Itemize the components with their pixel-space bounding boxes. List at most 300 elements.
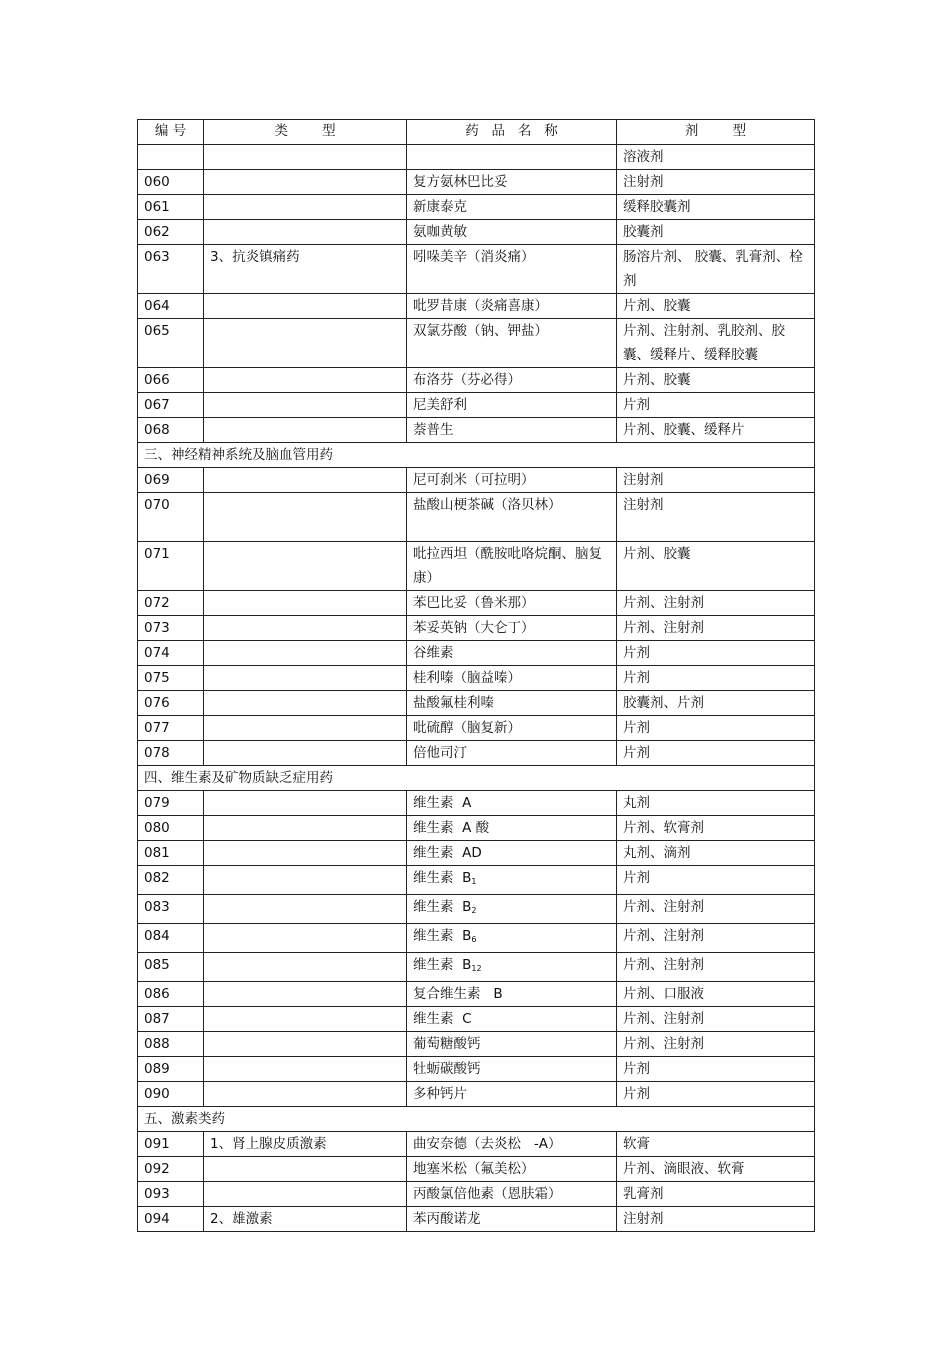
cell-dosage-form (617, 1182, 815, 1207)
cell-number (138, 641, 204, 666)
cell-drug-name-text: 复合维生素 B (413, 986, 503, 1002)
cell-dosage-form-text: 片剂、胶囊 (623, 546, 691, 562)
cell-number-text: 068 (144, 422, 170, 438)
table-row (138, 641, 815, 666)
cell-drug-name-text: 吡罗昔康（炎痛喜康） (413, 298, 548, 314)
cell-dosage-form (617, 145, 815, 170)
table-row (138, 319, 815, 368)
table-row (138, 741, 815, 766)
cell-number-text: 092 (144, 1161, 170, 1177)
cell-drug-name-text: 维生素 C (413, 1011, 472, 1027)
cell-number-text: 072 (144, 595, 170, 611)
cell-drug-name-text: 萘普生 (413, 422, 454, 438)
cell-type (204, 1132, 407, 1157)
cell-type (204, 393, 407, 418)
cell-drug-name-text: 苯妥英钠（大仑丁） (413, 620, 535, 636)
cell-number-text: 071 (144, 546, 170, 562)
table-row (138, 1082, 815, 1107)
cell-dosage-form-text: 片剂 (623, 745, 650, 761)
cell-number (138, 1182, 204, 1207)
cell-drug-name-text: 葡萄糖酸钙 (413, 1036, 481, 1052)
cell-drug-name (407, 1082, 617, 1107)
cell-dosage-form-text: 片剂 (623, 645, 650, 661)
cell-type-text: 3、抗炎镇痛药 (210, 249, 300, 265)
cell-dosage-form-text: 注射剂 (623, 174, 664, 190)
cell-number (138, 1057, 204, 1082)
cell-number (138, 1132, 204, 1157)
cell-dosage-form-text: 片剂、注射剂 (623, 595, 704, 611)
cell-dosage-form-text: 片剂、注射剂 (623, 957, 704, 973)
section-heading: 三、神经精神系统及脑血管用药 (138, 443, 815, 468)
cell-type (204, 616, 407, 641)
cell-drug-name-text: 维生素 B (413, 928, 472, 944)
cell-number-text: 081 (144, 845, 170, 861)
cell-drug-name-text: 谷维素 (413, 645, 454, 661)
table-row (138, 145, 815, 170)
cell-drug-name (407, 1032, 617, 1057)
cell-number (138, 1207, 204, 1232)
cell-type (204, 368, 407, 393)
cell-drug-name (407, 953, 617, 982)
cell-drug-name-text: 尼可刹米（可拉明） (413, 472, 535, 488)
cell-number-text: 079 (144, 795, 170, 811)
cell-number-text: 076 (144, 695, 170, 711)
cell-drug-name (407, 741, 617, 766)
cell-dosage-form (617, 791, 815, 816)
cell-drug-name-text: 复方氨林巴比妥 (413, 174, 508, 190)
cell-dosage-form (617, 542, 815, 591)
table-row (138, 245, 815, 294)
cell-number (138, 841, 204, 866)
cell-dosage-form-text: 乳膏剂 (623, 1186, 664, 1202)
cell-drug-name (407, 841, 617, 866)
cell-dosage-form-text: 丸剂、滴剂 (623, 845, 691, 861)
cell-number-text: 078 (144, 745, 170, 761)
cell-drug-name (407, 1132, 617, 1157)
cell-drug-name (407, 924, 617, 953)
cell-type (204, 666, 407, 691)
cell-dosage-form-text: 肠溶片剂、 胶囊、乳膏剂、栓剂 (623, 249, 803, 289)
cell-dosage-form (617, 953, 815, 982)
cell-drug-name-text: 吲哚美辛（消炎痛） (413, 249, 535, 265)
cell-drug-name (407, 220, 617, 245)
cell-type (204, 145, 407, 170)
cell-dosage-form-text: 丸剂 (623, 795, 650, 811)
cell-number-text: 064 (144, 298, 170, 314)
cell-dosage-form (617, 982, 815, 1007)
cell-number (138, 220, 204, 245)
cell-drug-name-text: 维生素 A 酸 (413, 820, 490, 836)
table-row (138, 924, 815, 953)
cell-number (138, 368, 204, 393)
cell-number-text: 093 (144, 1186, 170, 1202)
cell-drug-name (407, 493, 617, 542)
cell-dosage-form-text: 片剂 (623, 397, 650, 413)
cell-number (138, 1007, 204, 1032)
cell-drug-name-text: 维生素 B (413, 899, 472, 915)
table-row (138, 1182, 815, 1207)
cell-drug-name-text: 双氯芬酸（钠、钾盐） (413, 323, 548, 339)
cell-drug-name-text: 倍他司汀 (413, 745, 467, 761)
cell-drug-name (407, 1157, 617, 1182)
cell-type (204, 641, 407, 666)
table-row (138, 816, 815, 841)
cell-type (204, 1057, 407, 1082)
cell-number (138, 493, 204, 542)
cell-number (138, 741, 204, 766)
cell-dosage-form (617, 220, 815, 245)
cell-number (138, 195, 204, 220)
table-row (138, 1132, 815, 1157)
cell-dosage-form (617, 368, 815, 393)
cell-drug-name-text: 氨咖黄敏 (413, 224, 467, 240)
cell-number-text: 084 (144, 928, 170, 944)
cell-type (204, 591, 407, 616)
cell-type (204, 866, 407, 895)
cell-number-text: 065 (144, 323, 170, 339)
cell-dosage-form (617, 866, 815, 895)
cell-type (204, 195, 407, 220)
cell-dosage-form-text: 片剂、注射剂 (623, 620, 704, 636)
cell-drug-name-text: 维生素 B (413, 957, 472, 973)
cell-type (204, 791, 407, 816)
subscript-text: 6 (471, 935, 477, 944)
cell-type (204, 1207, 407, 1232)
cell-drug-name-text: 曲安奈德（去炎松 -A） (413, 1136, 562, 1152)
cell-drug-name (407, 666, 617, 691)
cell-dosage-form (617, 294, 815, 319)
cell-number (138, 953, 204, 982)
cell-dosage-form-text: 片剂、滴眼液、软膏 (623, 1161, 745, 1177)
section-heading: 四、维生素及矿物质缺乏症用药 (138, 766, 815, 791)
cell-dosage-form-text: 片剂 (623, 870, 650, 886)
cell-dosage-form-text: 片剂、胶囊 (623, 298, 691, 314)
table-row (138, 418, 815, 443)
cell-dosage-form-text: 片剂、胶囊、缓释片 (623, 422, 745, 438)
cell-drug-name-text: 维生素 B (413, 870, 472, 886)
cell-dosage-form-text: 软膏 (623, 1136, 650, 1152)
cell-type (204, 493, 407, 542)
cell-type (204, 1182, 407, 1207)
cell-dosage-form-text: 注射剂 (623, 1211, 664, 1227)
cell-drug-name-text: 盐酸山梗茶碱（洛贝林） (413, 497, 562, 513)
cell-dosage-form (617, 924, 815, 953)
cell-dosage-form-text: 胶囊剂 (623, 224, 664, 240)
cell-drug-name (407, 468, 617, 493)
table-row (138, 791, 815, 816)
table-row (138, 1207, 815, 1232)
cell-type (204, 319, 407, 368)
cell-number-text: 083 (144, 899, 170, 915)
cell-dosage-form-text: 片剂、注射剂 (623, 1011, 704, 1027)
cell-drug-name (407, 895, 617, 924)
cell-number (138, 245, 204, 294)
cell-dosage-form-text: 片剂 (623, 1086, 650, 1102)
cell-dosage-form (617, 591, 815, 616)
drug-table (137, 119, 815, 1232)
cell-number (138, 1082, 204, 1107)
subscript-text: 2 (471, 906, 477, 915)
cell-number (138, 866, 204, 895)
table-row (138, 616, 815, 641)
cell-drug-name (407, 816, 617, 841)
cell-dosage-form (617, 418, 815, 443)
cell-number (138, 1157, 204, 1182)
cell-number-text: 070 (144, 497, 170, 513)
cell-number-text: 062 (144, 224, 170, 240)
cell-number-text: 069 (144, 472, 170, 488)
table-row (138, 468, 815, 493)
cell-dosage-form-text: 注射剂 (623, 472, 664, 488)
cell-drug-name-text: 牡蛎碳酸钙 (413, 1061, 481, 1077)
cell-drug-name (407, 982, 617, 1007)
cell-dosage-form (617, 741, 815, 766)
cell-dosage-form-text: 溶液剂 (623, 149, 664, 165)
cell-number (138, 791, 204, 816)
cell-number (138, 666, 204, 691)
cell-number (138, 468, 204, 493)
table-row (138, 542, 815, 591)
cell-dosage-form (617, 1057, 815, 1082)
cell-number-text: 086 (144, 986, 170, 1002)
header-dosage-form: 剂 型 (617, 120, 815, 145)
cell-number (138, 418, 204, 443)
cell-number (138, 895, 204, 924)
cell-number-text: 085 (144, 957, 170, 973)
cell-number (138, 816, 204, 841)
cell-drug-name-text: 新康泰克 (413, 199, 467, 215)
cell-drug-name-text: 苯巴比妥（鲁米那） (413, 595, 535, 611)
cell-type (204, 1157, 407, 1182)
cell-dosage-form (617, 616, 815, 641)
cell-drug-name (407, 716, 617, 741)
cell-drug-name-text: 尼美舒利 (413, 397, 467, 413)
cell-dosage-form-text: 片剂、软膏剂 (623, 820, 704, 836)
cell-number (138, 170, 204, 195)
table-row (138, 982, 815, 1007)
cell-dosage-form-text: 片剂 (623, 1061, 650, 1077)
section-row (138, 1107, 815, 1132)
cell-dosage-form-text: 片剂、注射剂 (623, 928, 704, 944)
cell-type (204, 245, 407, 294)
cell-dosage-form (617, 895, 815, 924)
cell-dosage-form (617, 1132, 815, 1157)
cell-number (138, 616, 204, 641)
table-row (138, 368, 815, 393)
table-row (138, 691, 815, 716)
cell-drug-name-text: 维生素 AD (413, 845, 482, 861)
subscript-text: 1 (471, 877, 477, 886)
cell-drug-name-text: 多种钙片 (413, 1086, 467, 1102)
cell-type (204, 1032, 407, 1057)
cell-dosage-form-text: 片剂 (623, 720, 650, 736)
cell-dosage-form-text: 片剂、胶囊 (623, 372, 691, 388)
cell-dosage-form (617, 1082, 815, 1107)
cell-drug-name (407, 616, 617, 641)
table-row (138, 195, 815, 220)
table-row (138, 866, 815, 895)
cell-drug-name (407, 195, 617, 220)
table-row (138, 953, 815, 982)
cell-drug-name (407, 641, 617, 666)
cell-dosage-form (617, 1007, 815, 1032)
cell-dosage-form (617, 319, 815, 368)
cell-dosage-form-text: 片剂、口服液 (623, 986, 704, 1002)
cell-drug-name-text: 盐酸氟桂利嗪 (413, 695, 494, 711)
cell-dosage-form (617, 716, 815, 741)
cell-drug-name-text: 布洛芬（芬必得） (413, 372, 521, 388)
cell-drug-name (407, 170, 617, 195)
section-row (138, 443, 815, 468)
cell-number (138, 542, 204, 591)
cell-type (204, 294, 407, 319)
cell-number-text: 087 (144, 1011, 170, 1027)
cell-drug-name (407, 542, 617, 591)
cell-drug-name-text: 吡拉西坦（酰胺吡咯烷酮、脑复康） (413, 546, 602, 586)
cell-number-text: 090 (144, 1086, 170, 1102)
cell-dosage-form-text: 片剂、注射剂、乳胶剂、胶囊、缓释片、缓释胶囊 (623, 323, 785, 363)
header-number: 编 号 (138, 120, 204, 145)
cell-number (138, 982, 204, 1007)
cell-number-text: 067 (144, 397, 170, 413)
cell-dosage-form (617, 1157, 815, 1182)
cell-type (204, 816, 407, 841)
cell-drug-name (407, 145, 617, 170)
cell-number (138, 1032, 204, 1057)
table-row (138, 591, 815, 616)
cell-type (204, 418, 407, 443)
cell-drug-name (407, 1057, 617, 1082)
subscript-text: 12 (471, 964, 482, 973)
cell-type (204, 741, 407, 766)
cell-number-text: 089 (144, 1061, 170, 1077)
cell-number-text: 060 (144, 174, 170, 190)
cell-dosage-form (617, 493, 815, 542)
cell-type (204, 716, 407, 741)
cell-drug-name-text: 桂利嗪（脑益嗪） (413, 670, 521, 686)
table-row (138, 220, 815, 245)
cell-dosage-form (617, 195, 815, 220)
cell-drug-name (407, 368, 617, 393)
cell-dosage-form (617, 1207, 815, 1232)
cell-number (138, 591, 204, 616)
cell-dosage-form-text: 片剂、注射剂 (623, 899, 704, 915)
cell-type (204, 841, 407, 866)
cell-number-text: 077 (144, 720, 170, 736)
cell-number-text: 088 (144, 1036, 170, 1052)
section-row (138, 766, 815, 791)
cell-drug-name (407, 591, 617, 616)
cell-number-text: 080 (144, 820, 170, 836)
cell-number-text: 094 (144, 1211, 170, 1227)
cell-number (138, 294, 204, 319)
cell-drug-name-text: 丙酸氯倍他素（恩肤霜） (413, 1186, 562, 1202)
cell-dosage-form (617, 691, 815, 716)
cell-dosage-form-text: 片剂 (623, 670, 650, 686)
cell-number (138, 393, 204, 418)
cell-dosage-form (617, 170, 815, 195)
cell-drug-name (407, 319, 617, 368)
cell-drug-name (407, 791, 617, 816)
table-row (138, 393, 815, 418)
cell-dosage-form (617, 666, 815, 691)
cell-type (204, 1082, 407, 1107)
cell-number-text: 075 (144, 670, 170, 686)
cell-number-text: 061 (144, 199, 170, 215)
cell-drug-name (407, 418, 617, 443)
cell-number-text: 066 (144, 372, 170, 388)
cell-number-text: 073 (144, 620, 170, 636)
cell-type-text: 2、雄激素 (210, 1211, 273, 1227)
cell-drug-name (407, 1007, 617, 1032)
cell-number (138, 716, 204, 741)
table-row (138, 170, 815, 195)
cell-dosage-form (617, 816, 815, 841)
cell-drug-name (407, 1182, 617, 1207)
cell-drug-name (407, 691, 617, 716)
table-row (138, 1057, 815, 1082)
cell-drug-name-text: 苯丙酸诺龙 (413, 1211, 481, 1227)
cell-type (204, 895, 407, 924)
table-row (138, 716, 815, 741)
table-header-row (138, 120, 815, 145)
table-row (138, 493, 815, 542)
cell-number-text: 063 (144, 249, 170, 265)
table-row (138, 1007, 815, 1032)
table-row (138, 1032, 815, 1057)
cell-type (204, 468, 407, 493)
cell-dosage-form (617, 841, 815, 866)
cell-drug-name (407, 1207, 617, 1232)
cell-dosage-form-text: 片剂、注射剂 (623, 1036, 704, 1052)
cell-number-text: 091 (144, 1136, 170, 1152)
cell-drug-name-text: 维生素 A (413, 795, 472, 811)
cell-type (204, 982, 407, 1007)
cell-dosage-form (617, 468, 815, 493)
cell-drug-name-text: 地塞米松（氟美松） (413, 1161, 535, 1177)
cell-number (138, 319, 204, 368)
header-drug-name: 药 品 名 称 (407, 120, 617, 145)
cell-dosage-form (617, 245, 815, 294)
cell-drug-name (407, 866, 617, 895)
cell-dosage-form (617, 1032, 815, 1057)
cell-number (138, 691, 204, 716)
table-row (138, 895, 815, 924)
cell-dosage-form-text: 缓释胶囊剂 (623, 199, 691, 215)
cell-type (204, 220, 407, 245)
header-type: 类 型 (204, 120, 407, 145)
cell-number-text: 074 (144, 645, 170, 661)
cell-dosage-form-text: 胶囊剂、片剂 (623, 695, 704, 711)
table-row (138, 666, 815, 691)
cell-type (204, 691, 407, 716)
table-row (138, 294, 815, 319)
cell-type (204, 542, 407, 591)
cell-type (204, 170, 407, 195)
cell-type-text: 1、肾上腺皮质激素 (210, 1136, 327, 1152)
cell-dosage-form (617, 641, 815, 666)
cell-number (138, 924, 204, 953)
cell-type (204, 953, 407, 982)
table-row (138, 841, 815, 866)
cell-number (138, 145, 204, 170)
table-row (138, 1157, 815, 1182)
cell-type (204, 1007, 407, 1032)
cell-dosage-form (617, 393, 815, 418)
cell-number-text: 082 (144, 870, 170, 886)
cell-dosage-form-text: 注射剂 (623, 497, 664, 513)
cell-drug-name-text: 吡硫醇（脑复新） (413, 720, 521, 736)
